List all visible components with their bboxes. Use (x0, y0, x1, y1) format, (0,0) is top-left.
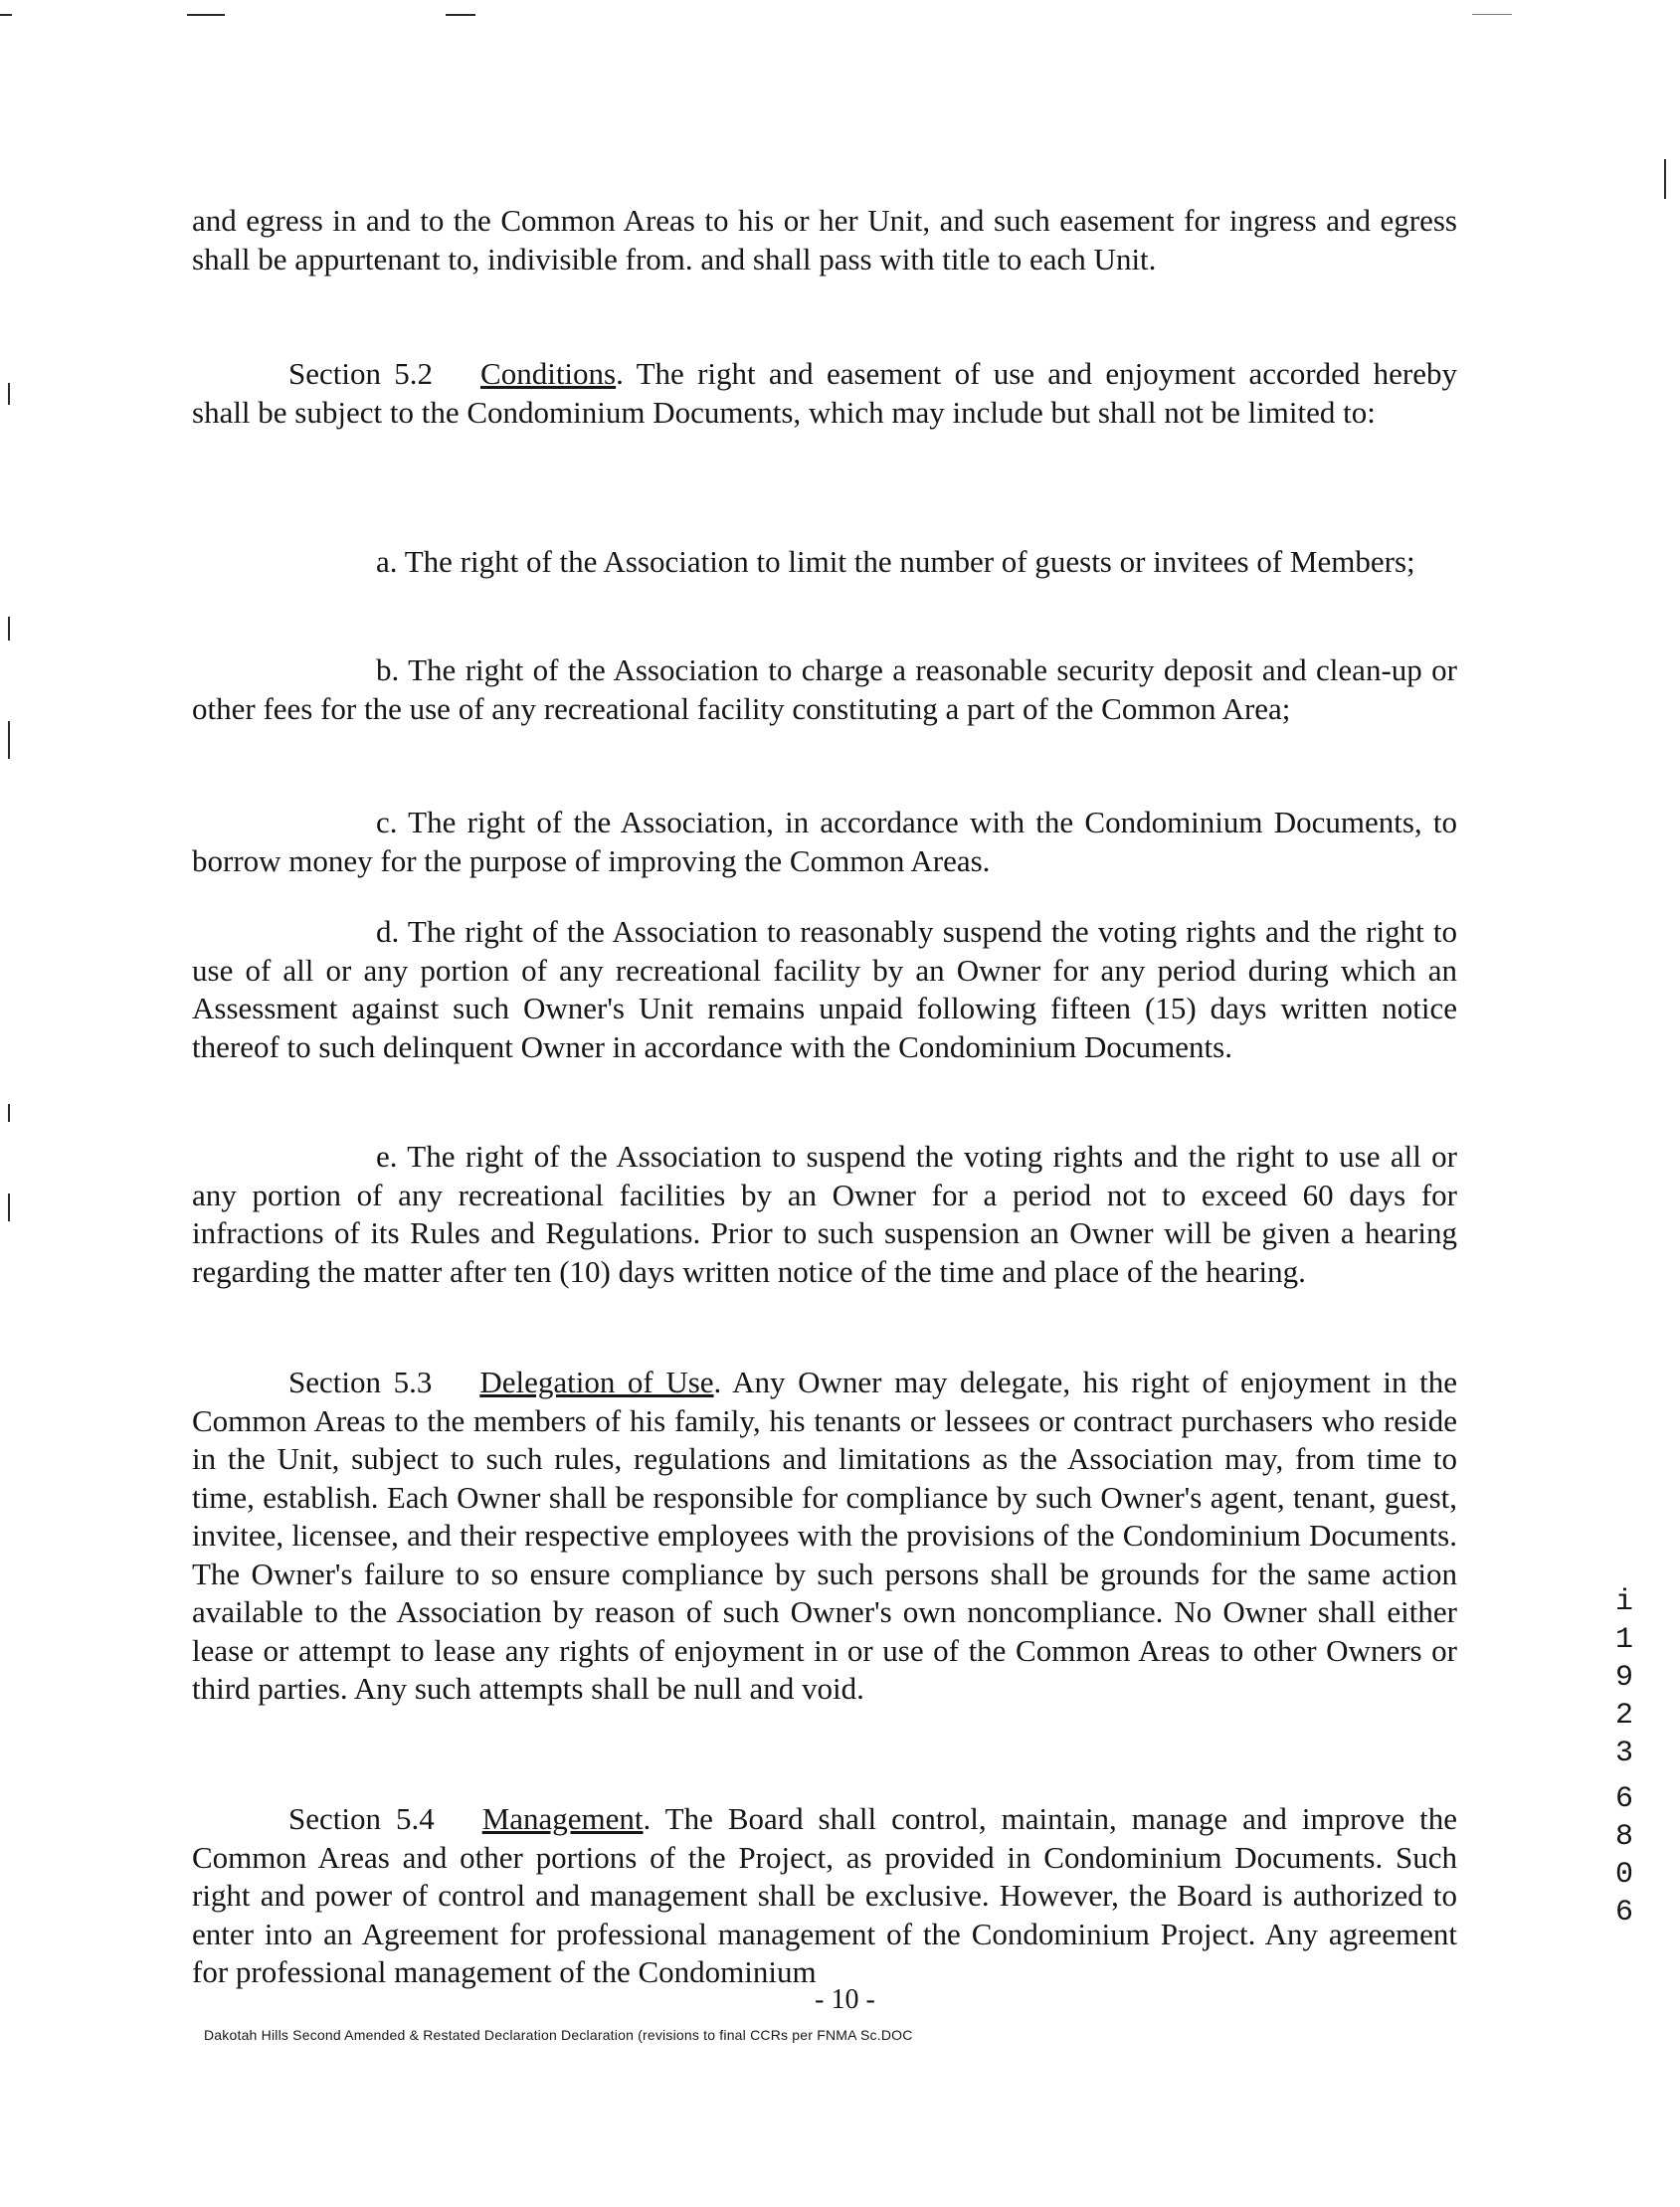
paragraph-text: and egress in and to the Common Areas to his or her Unit, and such easement for ingress and egress shall be appurtenant to, indivisible from. and shall pass with title to each Unit. (192, 203, 1457, 276)
section-heading: Delegation of Use (479, 1365, 714, 1399)
scan-mark (8, 721, 10, 759)
scan-mark (8, 617, 10, 641)
paragraph-continuation (192, 202, 1457, 278)
section-text: . The Board shall control, maintain, manage and improve the Common Areas and other portions of the Project, as provided in Condominium Documents. Such right and power of control and management shall be exclusive. However, the Board is authorized to enter into an Agreement for professional management of the Condominium Project. Any agreement for professional management of the Condominium (192, 1801, 1457, 1989)
scan-mark (0, 14, 12, 16)
section-5-2-conditions (192, 355, 1457, 432)
section-text: . Any Owner may delegate, his right of enjoyment in the Common Areas to the members of his family, his tenants or lessees or contract purchasers who reside in the Unit, subject to such rules, regulations and limitations as the Association may, from time to time, establish. Each Owner shall be responsible for compliance by such Owner's agent, tenant, guest, invitee, licensee, and their respective employees with the provisions of the Condominium Documents. The Owner's failure to so ensure compliance by such persons shall be grounds for the same action available to the Association by reason of such Owner's own noncompliance. No Owner shall either lease or attempt to lease any rights of enjoyment in or use of the Common Areas to other Owners or third parties. Any such attempts shall be null and void. (192, 1365, 1457, 1706)
section-5-3-delegation-of-use (192, 1364, 1457, 1709)
footer-filename: Dakotah Hills Second Amended & Restated Declaration Declaration (revisions to final CCRs per FNMA Sc.DOC (204, 2027, 913, 2043)
scan-mark (187, 14, 225, 16)
scan-mark (8, 383, 10, 405)
list-item-text: a. The right of the Association to limit the number of guests or invitees of Members; (376, 544, 1415, 579)
section-heading: Management (481, 1801, 644, 1836)
list-item-d (192, 913, 1457, 1066)
list-item-text: d. The right of the Association to reasonably suspend the voting rights and the right to use of all or any portion of any recreational facility by an Owner for any period during which an Assessment against such Owner's Unit remains unpaid following fifteen (15) days written notice thereof to such delinquent Owner in accordance with the Condominium Documents. (192, 914, 1457, 1064)
scan-mark (1664, 159, 1666, 199)
page-number: - 10 - (815, 1984, 875, 2015)
section-label: Section 5.4 (288, 1801, 435, 1836)
scan-mark (446, 14, 475, 16)
list-item-text: c. The right of the Association, in accordance with the Condominium Documents, to borrow money for the purpose of improving the Common Areas. (192, 805, 1457, 878)
section-label: Section 5.3 (288, 1365, 433, 1399)
scan-mark (1472, 14, 1512, 15)
margin-stamp-upper: i 1 9 2 3 (1614, 1585, 1633, 1770)
section-text: . The right and easement of use and enjoyment accorded hereby shall be subject to the Condominium Documents, which may include but shall not be limited to: (192, 356, 1457, 430)
section-heading: Conditions (480, 356, 617, 391)
scan-mark (8, 1104, 10, 1122)
list-item-b (192, 651, 1457, 728)
section-5-4-management (192, 1800, 1457, 1992)
list-item-text: b. The right of the Association to charge a reasonable security deposit and clean-up or other fees for the use of any recreational facility constituting a part of the Common Area; (192, 652, 1457, 726)
margin-stamp-lower: 6 8 0 6 (1614, 1782, 1633, 1930)
list-item-text: e. The right of the Association to suspend the voting rights and the right to use all or any portion of any recreational facilities by an Owner for a period not to exceed 60 days for infractions of its Rules and Regulations. Prior to such suspension an Owner will be given a hearing regarding the matter after ten (10) days written notice of the time and place of the hearing. (192, 1139, 1457, 1289)
section-label: Section 5.2 (288, 356, 434, 391)
scan-mark (8, 1194, 10, 1221)
list-item-c (192, 804, 1457, 880)
list-item-a (192, 543, 1457, 582)
list-item-e (192, 1138, 1457, 1291)
